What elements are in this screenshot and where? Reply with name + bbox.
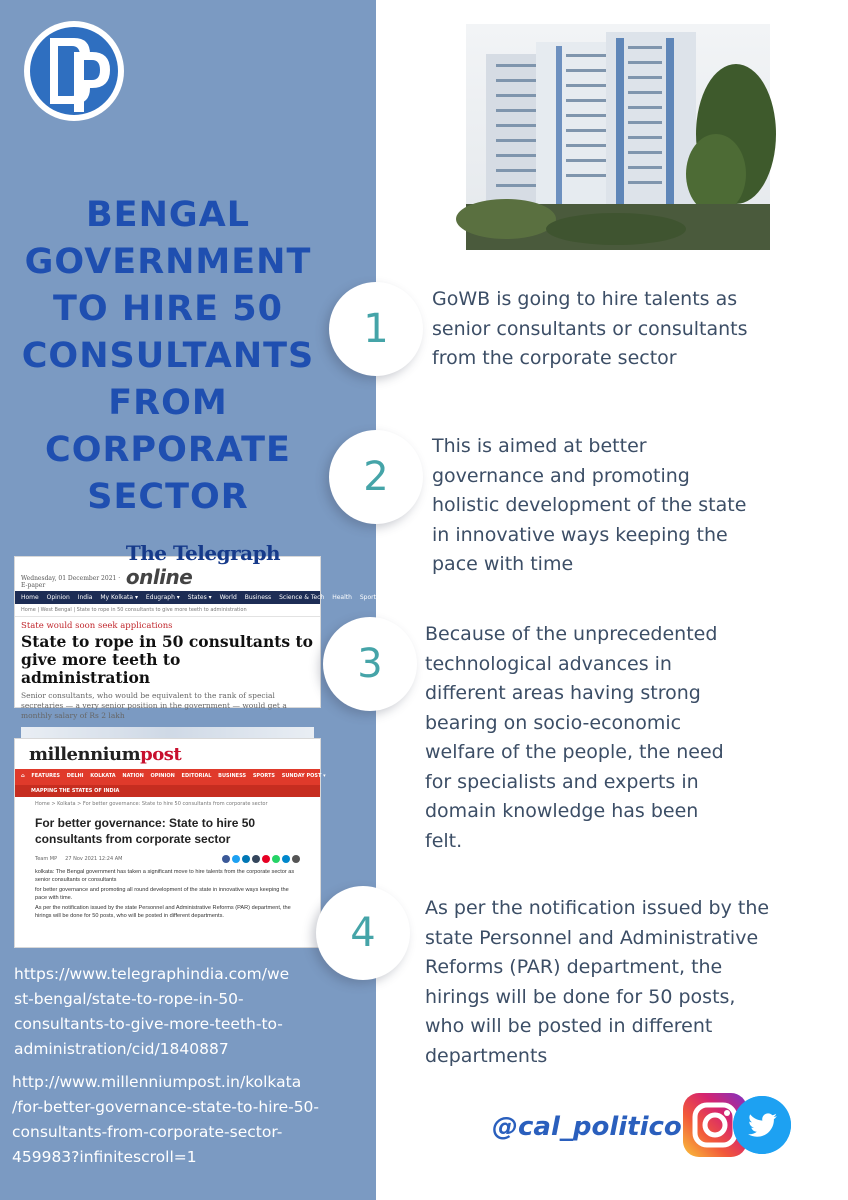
- nav-item: My Kolkata ▾: [100, 594, 138, 601]
- link-line: https://www.telegraphindia.com/we: [14, 965, 290, 983]
- nav-item: Business: [244, 594, 272, 601]
- nav-item: India: [77, 594, 93, 601]
- nav-item: World: [219, 594, 237, 601]
- millenniumpost-clipping: [14, 738, 326, 948]
- nav-item: BUSINESS: [218, 773, 247, 779]
- point-line: GoWB is going to hire talents as: [432, 288, 738, 310]
- telegraph-breadcrumb: Home | West Bengal | State to rope in 50 consultants to give more teeth to administration: [15, 604, 320, 617]
- nav-item: Science & Tech: [279, 594, 325, 601]
- point-line: governance and promoting: [432, 464, 690, 487]
- link-line: 459983?infinitescroll=1: [12, 1148, 197, 1166]
- millenniumpost-masthead: millenniumpost: [29, 743, 182, 765]
- point-line: bearing on socio-economic: [425, 711, 682, 734]
- point-line: different areas having strong: [425, 682, 701, 704]
- point-line: pace with time: [432, 553, 574, 575]
- nav-item: SPORTS: [252, 773, 275, 779]
- millenniumpost-body: [15, 867, 320, 922]
- link-line: consultants-from-corporate-sector-: [12, 1123, 283, 1141]
- point-2-text: [432, 432, 746, 580]
- point-1-text: [432, 285, 748, 374]
- link-line: http://www.millenniumpost.in/kolkata: [12, 1073, 302, 1091]
- millenniumpost-nav-secondary: MAPPING THE STATES OF INDIA: [15, 785, 320, 797]
- author: Team MP: [35, 856, 58, 862]
- link-line: st-bengal/state-to-rope-in-50-: [14, 990, 244, 1008]
- telegram-icon: [282, 855, 290, 863]
- nav-item: KOLKATA: [90, 773, 116, 779]
- nav-item: Home: [21, 594, 39, 601]
- nav-item: States ▾: [187, 594, 212, 601]
- headline-line: FROM: [108, 383, 228, 423]
- point-line: holistic development of the state: [432, 494, 747, 516]
- millenniumpost-link[interactable]: [12, 1070, 362, 1170]
- headline-line: GOVERNMENT: [24, 242, 312, 282]
- headline-line: SECTOR: [87, 477, 249, 517]
- point-4-text: [425, 894, 769, 1071]
- pinterest-icon: [262, 855, 270, 863]
- nav-item: FEATURES: [31, 773, 60, 779]
- point-line: for specialists and experts in: [425, 770, 699, 793]
- millenniumpost-meta: [15, 853, 320, 867]
- millenniumpost-nav: [15, 769, 326, 785]
- point-line: senior consultants or consultants: [432, 317, 748, 340]
- point-3-number: 3: [323, 617, 417, 711]
- linkedin-icon: [242, 855, 250, 863]
- headline-line: BENGAL: [86, 195, 250, 235]
- point-line: felt.: [425, 829, 463, 852]
- telegraph-clipping: [14, 541, 396, 720]
- cal-politico-logo-icon: [20, 16, 128, 126]
- telegraph-link[interactable]: [14, 962, 364, 1062]
- point-line: departments: [425, 1044, 548, 1067]
- nav-item: Health: [332, 594, 352, 601]
- whatsapp-icon: [272, 855, 280, 863]
- nav-item: SUNDAY POST ▾: [281, 773, 326, 779]
- millenniumpost-header: [15, 739, 320, 769]
- nav-item: E: [391, 594, 396, 601]
- telegraph-masthead: The Telegraph online: [125, 541, 281, 589]
- link-line: /for-better-governance-state-to-hire-50-: [12, 1098, 320, 1116]
- secretariat-building-photo: [466, 24, 770, 250]
- point-line: from the corporate sector: [432, 347, 677, 369]
- point-3-text: [425, 620, 724, 856]
- headline-line: CONSULTANTS: [21, 336, 315, 376]
- headline-line: TO HIRE 50: [53, 289, 283, 329]
- point-line: domain knowledge has been: [425, 800, 699, 822]
- email-icon: [292, 855, 300, 863]
- body-paragraph: As per the notification issued by the state Personnel and Administrative Reforms (PAR) department, the hirings will be done for 50 posts, who will be posted in different departments.: [35, 905, 291, 919]
- nav-item: Opinion: [46, 594, 70, 601]
- point-line: who will be posted in different: [425, 1015, 713, 1037]
- headline-line: CORPORATE: [45, 430, 291, 470]
- facebook-icon: [222, 855, 230, 863]
- point-line: technological advances in: [425, 652, 672, 675]
- link-line: consultants-to-give-more-teeth-to-: [14, 1015, 283, 1033]
- tumblr-icon: [252, 855, 260, 863]
- telegraph-date: Wednesday, 01 December 2021: [21, 575, 117, 582]
- home-icon: ⌂: [21, 773, 25, 779]
- point-line: welfare of the people, the need: [425, 741, 724, 763]
- telegraph-subtitle: Senior consultants, who would be equivalent to the rank of special secretaries — a very senior position in the government — would get a monthly salary of Rs 2 lakh: [21, 691, 287, 720]
- nav-item: OPINION: [150, 773, 175, 779]
- social-handle[interactable]: @cal_politico: [492, 1112, 682, 1142]
- nav-item: DELHI: [66, 773, 84, 779]
- link-line: administration/cid/1840887: [14, 1040, 229, 1058]
- point-line: hirings will be done for 50 posts,: [425, 985, 736, 1008]
- nav-item: Sports ▾: [359, 594, 384, 601]
- telegraph-title: State to rope in 50 consultants to give more teeth to administration: [21, 632, 314, 687]
- point-1-number: 1: [329, 282, 423, 376]
- nav-item: EDITORIAL: [181, 773, 212, 779]
- body-paragraph: for better governance and promoting all round development of the state in innovative ways keeping the pace with time.: [35, 887, 289, 901]
- point-line: Reforms (PAR) department, the: [425, 956, 723, 978]
- twitter-icon[interactable]: [733, 1096, 791, 1154]
- telegraph-epaper: E-paper: [21, 582, 46, 589]
- point-line: This is aimed at better: [432, 435, 647, 457]
- point-4-number: 4: [316, 886, 410, 980]
- millenniumpost-title: For better governance: State to hire 50 consultants from corporate sector: [35, 816, 256, 846]
- point-line: in innovative ways keeping the: [432, 523, 728, 546]
- point-line: As per the notification issued by the: [425, 897, 770, 919]
- headline: [0, 192, 336, 521]
- point-line: Because of the unprecedented: [425, 623, 718, 645]
- body-paragraph: kolkata: The Bengal government has taken a significant move to hire talents from the corporate sector as senior consultants or consultants: [35, 869, 295, 883]
- point-2-number: 2: [329, 430, 423, 524]
- twitter-icon: [232, 855, 240, 863]
- millenniumpost-breadcrumb: Home > Kolkata > For better governance: State to hire 50 consultants from corporate sector: [35, 801, 268, 807]
- point-line: state Personnel and Administrative: [425, 926, 759, 949]
- telegraph-kicker: State would soon seek applications: [21, 621, 173, 631]
- nav-item: Edugraph ▾: [145, 594, 180, 601]
- nav-item: NATION: [122, 773, 144, 779]
- telegraph-nav: [15, 591, 396, 604]
- telegraph-header: Wednesday, 01 December 2021 · E-paper The Telegraph online: [15, 557, 320, 591]
- date: 27 Nov 2021 12:24 AM: [65, 856, 123, 862]
